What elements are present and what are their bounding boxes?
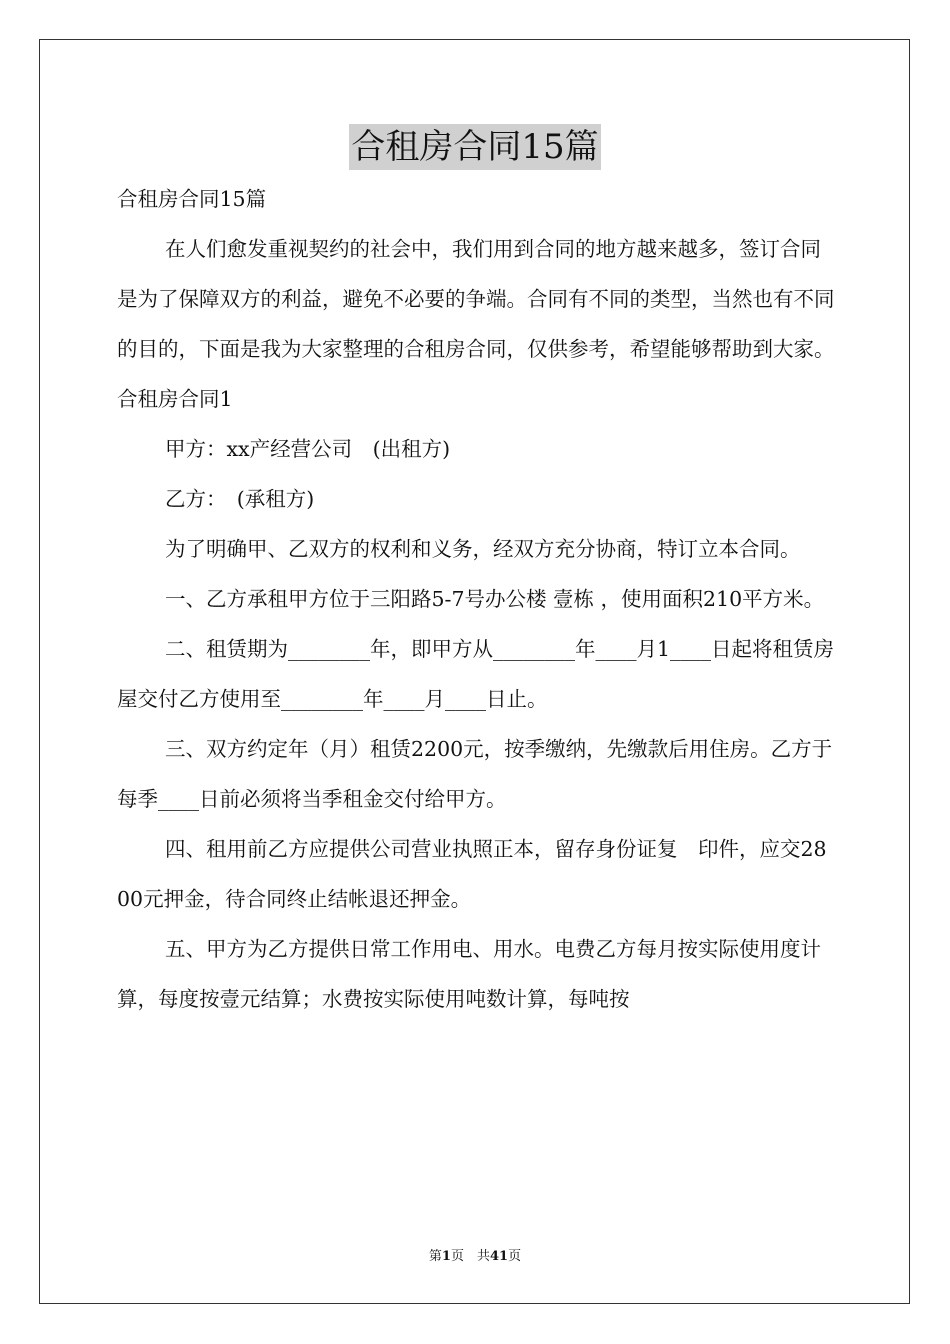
- paragraph-clause-4: 四、租用前乙方应提供公司营业执照正本，留存身份证复 印件，应交2800元押金，待合同终止结帐退还押金。: [117, 837, 827, 911]
- paragraph-party-a: 甲方：xx产经营公司 (出租方): [165, 437, 451, 461]
- paragraph-clause-2: 二、租赁期为________年，即甲方从________年____月1____日起将租赁房屋交付乙方使用至________年____月____日止。: [117, 637, 835, 711]
- paragraph-clause-5: 五、甲方为乙方提供日常工作用电、用水。电费乙方每月按实际使用度计算，每度按壹元结算；水费按实际使用吨数计算，每吨按: [117, 937, 821, 1011]
- paragraph-intro: 在人们愈发重视契约的社会中，我们用到合同的地方越来越多，签订合同是为了保障双方的利益，避免不必要的争端。合同有不同的类型，当然也有不同的目的，下面是我为大家整理的合租房合同，仅供参考，希望能够帮助到大家。: [117, 237, 835, 361]
- paragraph-clause-3: 三、双方约定年（月）租赁2200元，按季缴纳，先缴款后用住房。乙方于每季____日前必须将当季租金交付给甲方。: [117, 737, 833, 811]
- document-title: 合租房合同15篇: [349, 124, 600, 170]
- paragraph-purpose: 为了明确甲、乙双方的权利和义务，经双方充分协商，特订立本合同。: [165, 537, 801, 561]
- page-footer: [0, 1245, 950, 1264]
- footer-page-prefix: 第: [428, 1249, 442, 1264]
- footer-page-suffix: 页: [508, 1249, 522, 1264]
- paragraph-section-heading: 合租房合同1: [117, 387, 233, 411]
- paragraph-party-b: 乙方： (承租方): [165, 487, 315, 511]
- footer-page-total: 41: [489, 1249, 509, 1264]
- footer-page-current: 1: [441, 1249, 451, 1264]
- paragraph-clause-1: 一、乙方承租甲方位于三阳路5-7号办公楼 壹栋 ，使用面积210平方米。: [165, 587, 825, 611]
- document-body: [117, 174, 837, 1024]
- footer-page-mid: 页 共: [450, 1249, 490, 1264]
- paragraph-subtitle: 合租房合同15篇: [117, 187, 267, 211]
- title-container: [0, 124, 950, 170]
